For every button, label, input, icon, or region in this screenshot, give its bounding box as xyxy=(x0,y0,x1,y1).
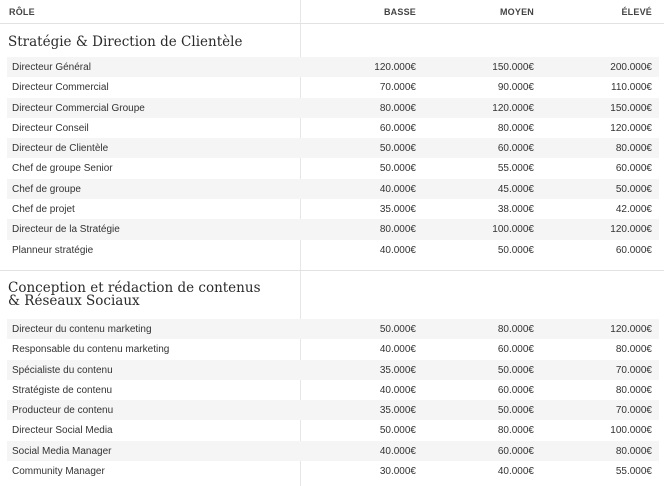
cell-role: Directeur Conseil xyxy=(12,122,89,134)
table-row xyxy=(7,360,659,380)
cell-role: Directeur de Clientèle xyxy=(12,143,109,155)
cell-basse: 40.000€ xyxy=(379,244,416,256)
table-row xyxy=(7,461,659,481)
cell-basse: 50.000€ xyxy=(379,324,416,335)
cell-role: Directeur de la Stratégie xyxy=(12,224,120,236)
section-rows-strategie xyxy=(7,57,659,260)
section-title-line1: Conception et rédaction de contenus xyxy=(8,280,261,296)
section-title-line2: & Réseaux Sociaux xyxy=(8,293,140,309)
header-moyen: MOYEN xyxy=(499,7,534,17)
section-divider xyxy=(0,270,664,271)
table-row xyxy=(7,77,659,97)
cell-moyen: 50.000€ xyxy=(497,364,534,376)
cell-role: Social Media Manager xyxy=(12,445,112,457)
cell-moyen: 40.000€ xyxy=(497,466,534,478)
cell-moyen: 50.000€ xyxy=(497,405,534,417)
cell-moyen: 90.000€ xyxy=(497,82,534,94)
cell-role: Chef de groupe Senior xyxy=(12,163,113,175)
cell-role: Directeur Commercial xyxy=(12,82,109,94)
cell-moyen: 60.000€ xyxy=(497,384,534,396)
cell-basse: 35.000€ xyxy=(379,204,416,216)
cell-basse: 120.000€ xyxy=(374,62,416,73)
cell-basse: 50.000€ xyxy=(379,425,416,437)
table-row xyxy=(7,118,659,138)
cell-basse: 60.000€ xyxy=(379,122,416,134)
cell-eleve: 55.000€ xyxy=(615,466,652,478)
header-role: RÔLE xyxy=(9,7,35,17)
header-basse: BASSE xyxy=(383,7,416,17)
table-row xyxy=(7,380,659,400)
cell-basse: 40.000€ xyxy=(379,384,416,396)
cell-moyen: 120.000€ xyxy=(492,102,534,114)
header-eleve: ÉLEVÉ xyxy=(621,7,652,17)
cell-eleve: 60.000€ xyxy=(615,244,652,256)
cell-moyen: 55.000€ xyxy=(497,163,534,175)
cell-role: Spécialiste du contenu xyxy=(12,364,113,376)
cell-moyen: 80.000€ xyxy=(497,324,534,335)
cell-eleve: 80.000€ xyxy=(615,384,652,396)
cell-role: Chef de projet xyxy=(12,204,75,216)
cell-moyen: 100.000€ xyxy=(492,224,534,236)
cell-eleve: 80.000€ xyxy=(615,445,652,457)
cell-moyen: 45.000€ xyxy=(497,183,534,195)
cell-eleve: 50.000€ xyxy=(615,183,652,195)
table-row xyxy=(7,219,659,239)
cell-eleve: 60.000€ xyxy=(615,163,652,175)
table-row xyxy=(7,98,659,118)
cell-moyen: 80.000€ xyxy=(497,425,534,437)
cell-role: Chef de groupe xyxy=(12,183,81,195)
table-row xyxy=(7,420,659,440)
cell-moyen: 60.000€ xyxy=(497,445,534,457)
table-row xyxy=(7,158,659,178)
cell-eleve: 70.000€ xyxy=(615,405,652,417)
cell-eleve: 110.000€ xyxy=(611,82,652,94)
cell-eleve: 80.000€ xyxy=(615,344,652,356)
table-row xyxy=(7,179,659,199)
cell-basse: 50.000€ xyxy=(379,163,416,175)
cell-role: Responsable du contenu marketing xyxy=(12,344,170,356)
cell-role: Directeur Général xyxy=(12,62,91,73)
cell-basse: 40.000€ xyxy=(379,183,416,195)
table-row xyxy=(7,400,659,420)
cell-moyen: 60.000€ xyxy=(497,344,534,356)
cell-eleve: 120.000€ xyxy=(610,122,652,134)
section-title-strategie: Stratégie & Direction de Clientèle xyxy=(8,34,243,50)
cell-eleve: 120.000€ xyxy=(610,324,652,335)
table-row xyxy=(7,319,659,339)
cell-role: Community Manager xyxy=(12,466,105,478)
cell-role: Producteur de contenu xyxy=(12,405,114,417)
table-row xyxy=(7,199,659,219)
cell-basse: 40.000€ xyxy=(379,445,416,457)
cell-basse: 80.000€ xyxy=(379,102,416,114)
cell-role: Stratégiste de contenu xyxy=(12,384,113,396)
cell-moyen: 80.000€ xyxy=(497,122,534,134)
cell-moyen: 38.000€ xyxy=(497,204,534,216)
cell-role: Directeur Social Media xyxy=(12,425,113,437)
cell-basse: 80.000€ xyxy=(379,224,416,236)
cell-basse: 40.000€ xyxy=(379,344,416,356)
cell-basse: 70.000€ xyxy=(379,82,416,94)
cell-eleve: 120.000€ xyxy=(610,224,652,236)
cell-role: Planneur stratégie xyxy=(12,244,94,256)
cell-basse: 35.000€ xyxy=(379,405,416,417)
cell-moyen: 60.000€ xyxy=(497,143,534,155)
cell-role: Directeur Commercial Groupe xyxy=(12,102,145,114)
cell-basse: 35.000€ xyxy=(379,364,416,376)
cell-eleve: 200.000€ xyxy=(610,62,652,73)
cell-basse: 50.000€ xyxy=(379,143,416,155)
table-row xyxy=(7,240,659,260)
table-row xyxy=(7,138,659,158)
section-title-contenus xyxy=(8,282,261,308)
cell-eleve: 150.000€ xyxy=(610,102,652,114)
table-row xyxy=(7,441,659,461)
cell-eleve: 70.000€ xyxy=(615,364,652,376)
cell-basse: 30.000€ xyxy=(379,466,416,478)
section-rows-contenus xyxy=(7,319,659,481)
cell-moyen: 150.000€ xyxy=(492,62,534,73)
cell-moyen: 50.000€ xyxy=(497,244,534,256)
table-header xyxy=(0,0,664,24)
cell-role: Directeur du contenu marketing xyxy=(12,324,152,335)
cell-eleve: 100.000€ xyxy=(610,425,652,437)
table-row xyxy=(7,339,659,359)
table-row xyxy=(7,57,659,77)
cell-eleve: 42.000€ xyxy=(615,204,652,216)
cell-eleve: 80.000€ xyxy=(615,143,652,155)
